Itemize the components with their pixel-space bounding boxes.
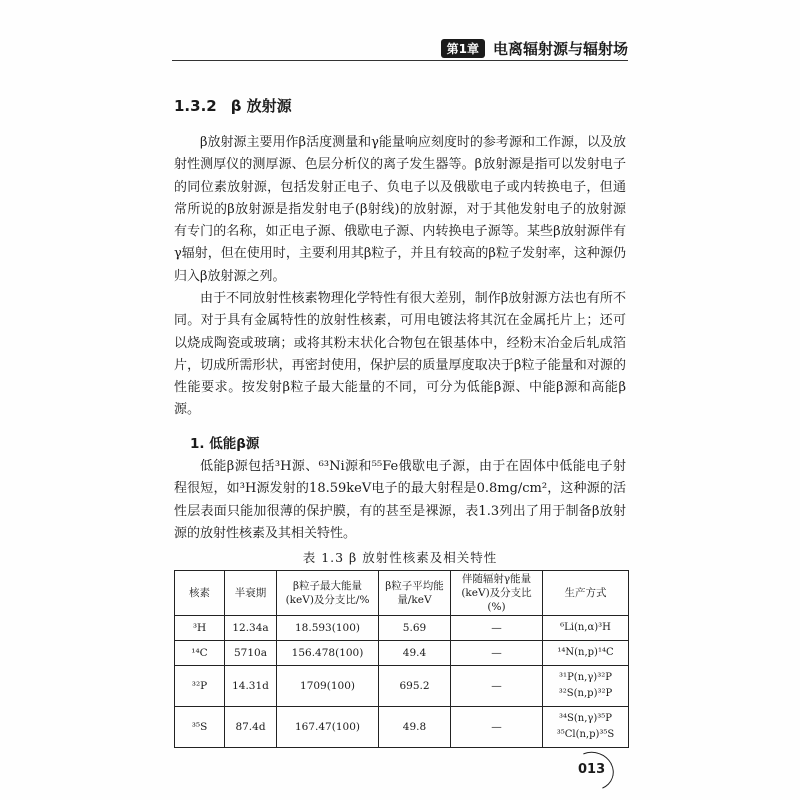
section-title: β 放射源 [230, 97, 292, 115]
header-nuclide: 核素 [175, 571, 225, 616]
cell-mean-energy: 5.69 [379, 616, 451, 641]
cell-half-life: 5710a [225, 641, 277, 666]
table-caption: 表 1.3 β 放射性核素及相关特性 [302, 550, 498, 565]
page-number: 013 [578, 762, 606, 777]
cell-half-life: 14.31d [225, 666, 277, 707]
cell-half-life: 87.4d [225, 707, 277, 748]
cell-gamma: — [451, 666, 543, 707]
cell-nuclide: ³H [175, 616, 225, 641]
production-line: ⁶Li(n,α)³H [560, 622, 611, 633]
cell-production [543, 666, 629, 707]
header-gamma: 伴随辐射γ能量(keV)及分支比(%) [451, 571, 543, 616]
table-row [175, 666, 629, 707]
cell-max-energy: 156.478(100) [277, 641, 379, 666]
header-half-life: 半衰期 [225, 571, 277, 616]
cell-half-life: 12.34a [225, 616, 277, 641]
section-heading [174, 95, 292, 116]
cell-gamma: — [451, 616, 543, 641]
cell-gamma: — [451, 707, 543, 748]
paragraph-1: β放射源主要用作β活度测量和γ能量响应刻度时的参考源和工作源，以及放射性测厚仪的测厚源、色层分析仪的离子发生器等。β放射源是指可以发射电子的同位素放射源，包括发射正电子、负电子以及俄歇电子或内转换电子，但通常所说的β放射源是指发射电子(β射线)的放射源，对于其他发射电子的放射源有专门的名称，如正电子源、俄歇电子源、内转换电子源等。某些β放射源伴有γ辐射，但在使用时，主要利用其β粒子，并且有较高的β粒子发射率，这种源仍归入β放射源之列。 [174, 135, 626, 284]
production-line: ³¹P(n,γ)³²P [559, 672, 612, 683]
nuclide-table [174, 570, 629, 748]
production-line: ³⁵Cl(n,p)³⁵S [556, 729, 615, 740]
cell-max-energy: 1709(100) [277, 666, 379, 707]
cell-nuclide: ³⁵S [175, 707, 225, 748]
cell-nuclide: ³²P [175, 666, 225, 707]
running-header [441, 38, 628, 59]
chapter-badge: 第1章 [441, 39, 485, 58]
header-max-energy: β粒子最大能量(keV)及分支比/% [277, 571, 379, 616]
cell-nuclide: ¹⁴C [175, 641, 225, 666]
cell-mean-energy: 695.2 [379, 666, 451, 707]
header-production: 生产方式 [543, 571, 629, 616]
cell-mean-energy: 49.4 [379, 641, 451, 666]
cell-gamma: — [451, 641, 543, 666]
section-number: 1.3.2 [174, 97, 217, 115]
cell-max-energy: 18.593(100) [277, 616, 379, 641]
table-header-row [175, 571, 629, 616]
table-row [175, 707, 629, 748]
header-rule [172, 60, 628, 61]
chapter-title: 电离辐射源与辐射场 [492, 40, 628, 58]
cell-max-energy: 167.47(100) [277, 707, 379, 748]
production-line: ³⁴S(n,γ)³⁵P [558, 713, 612, 724]
production-line: ³²S(n,p)³²P [558, 688, 613, 699]
header-mean-energy: β粒子平均能量/keV [379, 571, 451, 616]
cell-production [543, 707, 629, 748]
table-row [175, 616, 629, 641]
table-row [175, 641, 629, 666]
production-line: ¹⁴N(n,p)¹⁴C [557, 647, 614, 658]
cell-production [543, 641, 629, 666]
cell-production [543, 616, 629, 641]
paragraph-3: 低能β源包括³H源、⁶³Ni源和⁵⁵Fe俄歇电子源，由于在固体中低能电子射程很短，如³H源发射的18.59keV电子的最大射程是0.8mg/cm²，这种源的活性层表面只能加很薄的保护膜，有的甚至是裸源，表1.3列出了用于制备β放射源的放射性核素及其相关特性。 [174, 459, 626, 541]
sub-heading: 1. 低能β源 [190, 436, 260, 452]
paragraph-2: 由于不同放射性核素物理化学特性有很大差别，制作β放射源方法也有所不同。对于具有金属特性的放射性核素，可用电镀法将其沉在金属托片上；还可以烧成陶瓷或玻璃；或将其粉末状化合物包在银基体中，经粉末冶金后轧成箔片，切成所需形状，再密封使用，保护层的质量厚度取决于β粒子能量和对源的性能要求。按发射β粒子最大能量的不同，可分为低能β源、中能β源和高能β源。 [174, 291, 626, 418]
cell-mean-energy: 49.8 [379, 707, 451, 748]
